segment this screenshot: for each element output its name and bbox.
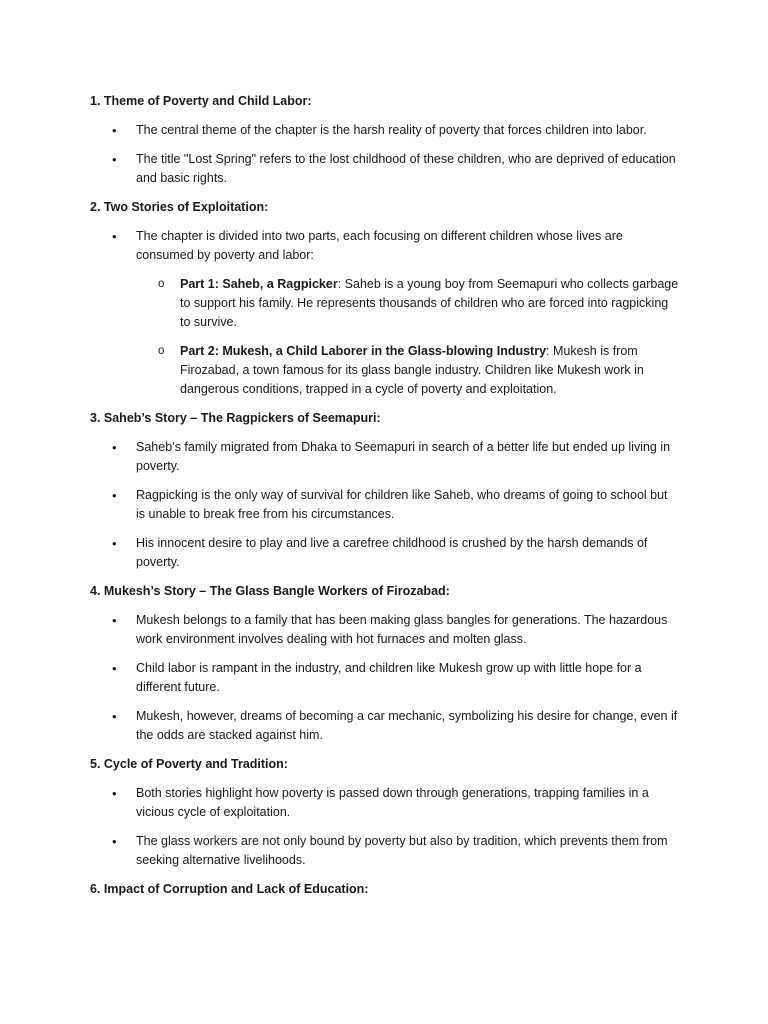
bullet-item: • Saheb’s family migrated from Dhaka to Seemapuri in search of a better life but ended up living in poverty. [90,438,680,476]
bullet-item: • Mukesh, however, dreams of becoming a car mechanic, symbolizing his desire for change, even if the odds are stacked against him. [90,707,680,745]
sub-item-title: Part 1: Saheb, a Ragpicker [180,277,338,291]
section-1 [90,92,680,188]
section-3 [90,409,680,572]
bullet-item: • Ragpicking is the only way of survival for children like Saheb, who dreams of going to school but is unable to break free from his circumstances. [90,486,680,524]
section-heading: 5. Cycle of Poverty and Tradition: [90,757,288,771]
sub-item-text: : Saheb is a young boy from Seemapuri who collects garbage to support his family. He represents thousands of children who are forced into ragpicking to survive. [180,277,679,329]
section-6 [90,880,680,899]
bullet-item: • Mukesh belongs to a family that has been making glass bangles for generations. The hazardous work environment involves dealing with hot furnaces and molten glass. [90,611,680,649]
bullet-list [90,784,680,870]
sub-item [136,342,680,399]
section-heading: 1. Theme of Poverty and Child Labor: [90,94,312,108]
sub-item [136,275,680,332]
bullet-list [90,121,680,188]
bullet-item: • Both stories highlight how poverty is passed down through generations, trapping families in a vicious cycle of exploitation. [90,784,680,822]
bullet-list [90,438,680,572]
section-heading: 2. Two Stories of Exploitation: [90,200,269,214]
bullet-list [90,611,680,745]
bullet-item: • The title "Lost Spring" refers to the lost childhood of these children, who are deprived of education and basic rights. [90,150,680,188]
section-4 [90,582,680,745]
bullet-item: • Child labor is rampant in the industry, and children like Mukesh grow up with little hope for a different future. [90,659,680,697]
bullet-item: • His innocent desire to play and live a carefree childhood is crushed by the harsh demands of poverty. [90,534,680,572]
bullet-item [90,227,680,399]
sub-item-text: : Mukesh is from Firozabad, a town famous for its glass bangle industry. Children like Mukesh work in dangerous conditions, trapped in a cycle of poverty and exploitation. [180,344,644,396]
bullet-list [90,227,680,399]
section-5 [90,755,680,870]
section-2 [90,198,680,399]
sub-item-title: Part 2: Mukesh, a Child Laborer in the Glass-blowing Industry [180,344,547,358]
section-heading: 6. Impact of Corruption and Lack of Education: [90,882,369,896]
bullet-item: • The glass workers are not only bound by poverty but also by tradition, which prevents them from seeking alternative livelihoods. [90,832,680,870]
section-heading: 3. Saheb’s Story – The Ragpickers of Seemapuri: [90,411,381,425]
section-heading: 4. Mukesh’s Story – The Glass Bangle Workers of Firozabad: [90,584,450,598]
bullet-item: • The central theme of the chapter is the harsh reality of poverty that forces children into labor. [90,121,680,140]
sub-list [136,275,680,399]
bullet-text: The chapter is divided into two parts, each focusing on different children whose lives are consumed by poverty and labor: [136,229,623,262]
